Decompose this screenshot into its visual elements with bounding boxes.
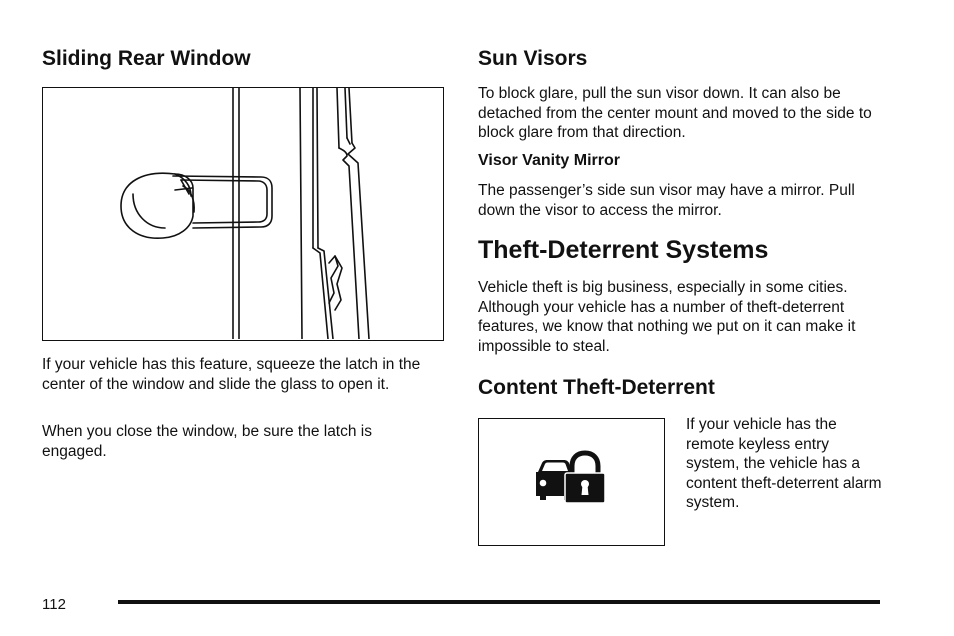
sliding-window-closing-note: When you close the window, be sure the latch is engaged. (42, 423, 372, 460)
section-heading-sun-visors: Sun Visors (478, 47, 588, 70)
car-lock-icon-box (478, 418, 665, 546)
footer-rule (118, 600, 880, 604)
section-heading-theft-deterrent: Theft-Deterrent Systems (478, 236, 769, 264)
theft-deterrent-text: Vehicle theft is big business, especially in some cities. Although your vehicle has a number of theft-deterrent features, we know that nothing we put on it can make it impossible to steal. (478, 279, 856, 355)
car-lock-icon (532, 450, 612, 510)
sun-visors-text: To block glare, pull the sun visor down. It can also be detached from the center mount and moved to the side to block glare from that direction. (478, 85, 872, 142)
sliding-window-figure (42, 87, 444, 341)
content-theft-text: If your vehicle has the remote keyless entry system, the vehicle has a content theft-deterrent alarm system. (686, 416, 882, 512)
subheading-visor-vanity-mirror: Visor Vanity Mirror (478, 152, 620, 169)
section-heading-sliding-rear-window: Sliding Rear Window (42, 47, 251, 70)
sliding-window-instructions: If your vehicle has this feature, squeeze the latch in the center of the window and slide the glass to open it. (42, 356, 421, 393)
section-heading-content-theft: Content Theft-Deterrent (478, 376, 715, 399)
window-latch-illustration (43, 88, 442, 339)
visor-mirror-text: The passenger’s side sun visor may have a mirror. Pull down the visor to access the mirror. (478, 182, 855, 219)
page-number: 112 (42, 596, 66, 613)
